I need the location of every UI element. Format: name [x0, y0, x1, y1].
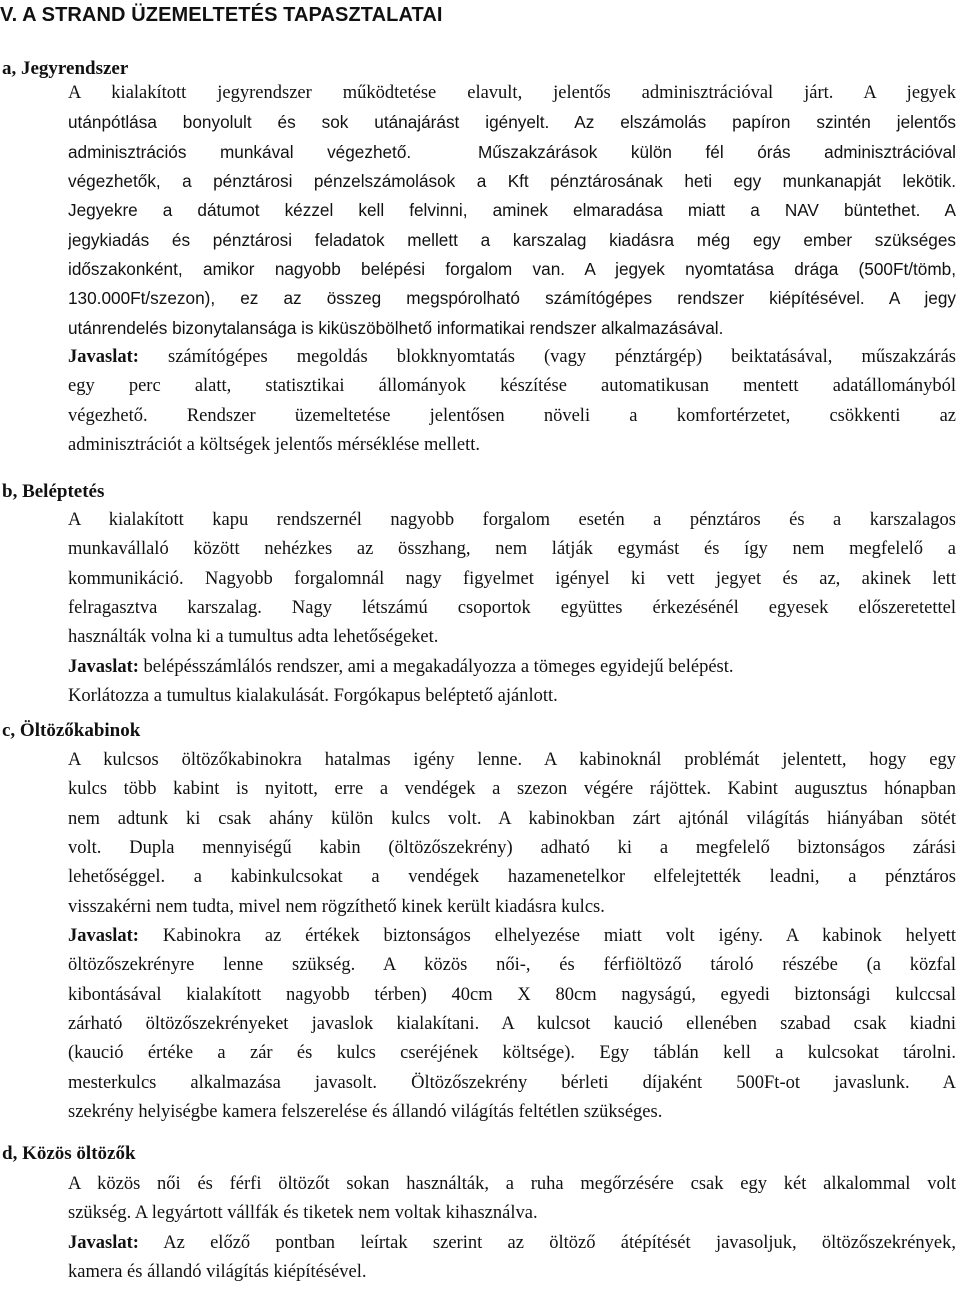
proposal-text: Kabinokra az értékek biztonságos elhelyezése miatt volt igény. A kabinok helyett — [162, 926, 956, 947]
section-heading-beleptetes: b, Beléptetés — [2, 481, 105, 502]
paragraph-line: végezhetők, a pénztárosi pénzelszámolások a Kft pénztárosának heti egy munkanapját lekötik. — [68, 171, 956, 192]
section-body-beleptetes — [68, 506, 956, 711]
proposal-line: (kaució értéke a zár és kulcs cseréjének költsége). Egy táblán kell a kulcsokat tárolni. — [68, 1043, 956, 1064]
paragraph-line: időszakonként, amikor nagyobb belépési forgalom van. A jegyek nyomtatása drága (500Ft/tömb, — [68, 259, 956, 280]
paragraph-line: visszakérni nem tudta, mivel nem rögzíthető kinek került kiadásra kulcs. — [68, 896, 605, 917]
section-heading-kozos-oltozok: d, Közös öltözők — [2, 1143, 136, 1164]
paragraph-fragment: A jegy — [888, 288, 956, 309]
section-heading-jegyrendszer: a, Jegyrendszer — [2, 58, 129, 79]
proposal-line: zárható öltözőszekrényeket javaslok kialakítani. A kulcsot kaució ellenében szabad csak kiadni — [68, 1014, 956, 1035]
paragraph-line: utánpótlása bonyolult és sok utánajárást igényelt. Az elszámolás papíron szintén jelentős — [68, 112, 956, 133]
paragraph-line: nem adtunk ki csak ahány külön kulcs volt. A kabinokban zárt ajtónál világítás hiányában sötét — [68, 808, 956, 829]
proposal-label: Javaslat: — [68, 926, 139, 947]
proposal-line — [68, 1229, 956, 1258]
paragraph-line: volt. Dupla mennyiségű kabin (öltözőszekrény) adható ki a megfelelő biztonságos zárási — [68, 838, 956, 859]
paragraph-line: kulcs több kabint is nyitott, erre a vendégek a szezon végére rájöttek. Kabint augusztus hónapban — [68, 779, 956, 800]
proposal-line — [68, 922, 956, 951]
section-heading-oltozokabinok: c, Öltözőkabinok — [2, 720, 141, 741]
proposal-line: adminisztrációt a költségek jelentős mérséklése mellett. — [68, 435, 481, 456]
paragraph-line: felragasztva karszalag. Nagy létszámú csoportok együttes érkezésénél egyesek előszeretettel — [68, 598, 956, 619]
paragraph-line: munkavállaló között nehézkes az összhang, nem látják egymást és így nem megfelelő a — [68, 539, 956, 560]
section-body-oltozokabinok — [68, 746, 956, 1127]
proposal-line: Korlátozza a tumultus kialakulását. Forgókapus beléptető ajánlott. — [68, 686, 558, 707]
proposal-line: egy perc alatt, statisztikai állományok készítése automatikusan mentett adatállományból — [68, 376, 956, 397]
paragraph-line: utánrendelés bizonytalansága is kiküszöbölhető informatikai rendszer alkalmazásával. — [68, 317, 724, 338]
paragraph-line: jegykiadás és pénztárosi feladatok mellett a karszalag kiadásra még egy ember szükséges — [68, 229, 956, 250]
paragraph-line: lehetőséggel. a kabinkulcsokat a vendégek hazamenetelkor elfelejtették leadni, a pénztáros — [68, 867, 956, 888]
proposal-line: öltözőszekrényre lenne szükség. A közös női-, és férfiöltöző tároló részébe (a közfal — [68, 955, 956, 976]
section-body-kozos-oltozok — [68, 1170, 956, 1287]
proposal-text: belépésszámlálós rendszer, ami a megakadályozza a tömeges egyidejű belépést. — [143, 656, 734, 677]
proposal-line: kibontásával kialakított nagyobb térben) 40cm X 80cm nagyságú, egyedi biztonsági kulccsal — [68, 984, 956, 1005]
proposal-line — [68, 343, 956, 372]
proposal-line: kamera és állandó világítás kiépítésével. — [68, 1262, 367, 1283]
paragraph-fragment: 130.000Ft/szezon), ez az összeg megspórolható számítógépes rendszer kiépítésével. — [68, 288, 865, 309]
proposal-label: Javaslat: — [68, 347, 139, 368]
proposal-line: szekrény helyiségbe kamera felszerelése és állandó világítás feltétlen szükséges. — [68, 1102, 663, 1123]
paragraph-line — [68, 196, 956, 225]
proposal-text: számítógépes megoldás blokknyomtatás (vagy pénztárgép) beiktatásával, műszakzárás — [168, 347, 956, 368]
paragraph-line — [68, 138, 956, 167]
proposal-text: Az előző pontban leírtak szerint az öltöző átépítését javasoljuk, öltözőszekrények, — [163, 1232, 956, 1253]
proposal-label: Javaslat: — [68, 656, 139, 677]
section-body-jegyrendszer — [68, 79, 956, 460]
proposal-line: végezhető. Rendszer üzemeltetése jelentősen növeli a komfortérzetet, csökkenti az — [68, 405, 956, 426]
proposal-label: Javaslat: — [68, 1232, 139, 1253]
paragraph-line: A kialakított jegyrendszer működtetése elavult, jelentős adminisztrációval járt. A jegyek — [68, 83, 956, 103]
paragraph-line — [68, 284, 956, 313]
proposal-line — [68, 653, 956, 682]
paragraph-line: A közös női és férfi öltözőt sokan használták, a ruha megőrzésére csak egy két alkalommal volt — [68, 1174, 956, 1194]
paragraph-line: A kulcsos öltözőkabinokra hatalmas igény lenne. A kabinoknál problémát jelentett, hogy egy — [68, 750, 956, 770]
paragraph-line: szükség. A legyártott vállfák és tiketek nem voltak kihasználva. — [68, 1203, 538, 1224]
paragraph-line: A kialakított kapu rendszernél nagyobb forgalom esetén a pénztáros és a karszalagos — [68, 510, 956, 530]
paragraph-line: használták volna ki a tumultus adta lehetőségeket. — [68, 627, 439, 648]
paragraph-fragment: adminisztrációs munkával végezhető. — [68, 141, 412, 162]
paragraph-fragment: Jegyekre a dátumot kézzel kell felvinni, aminek elmaradása miatt a NAV büntethet. — [68, 200, 921, 221]
document-title: V. A STRAND ÜZEMELTETÉS TAPASZTALATAI — [0, 4, 443, 26]
paragraph-fragment: Műszakzárások külön fél órás adminisztrációval — [477, 141, 956, 162]
proposal-line: mesterkulcs alkalmazása javasolt. Öltözőszekrény bérleti díjaként 500Ft-ot javaslunk. A — [68, 1072, 956, 1093]
paragraph-line: kommunikáció. Nagyobb forgalomnál nagy figyelmet igényel ki vett jegyet és az, akinek lett — [68, 568, 956, 589]
paragraph-fragment: A — [944, 200, 956, 221]
